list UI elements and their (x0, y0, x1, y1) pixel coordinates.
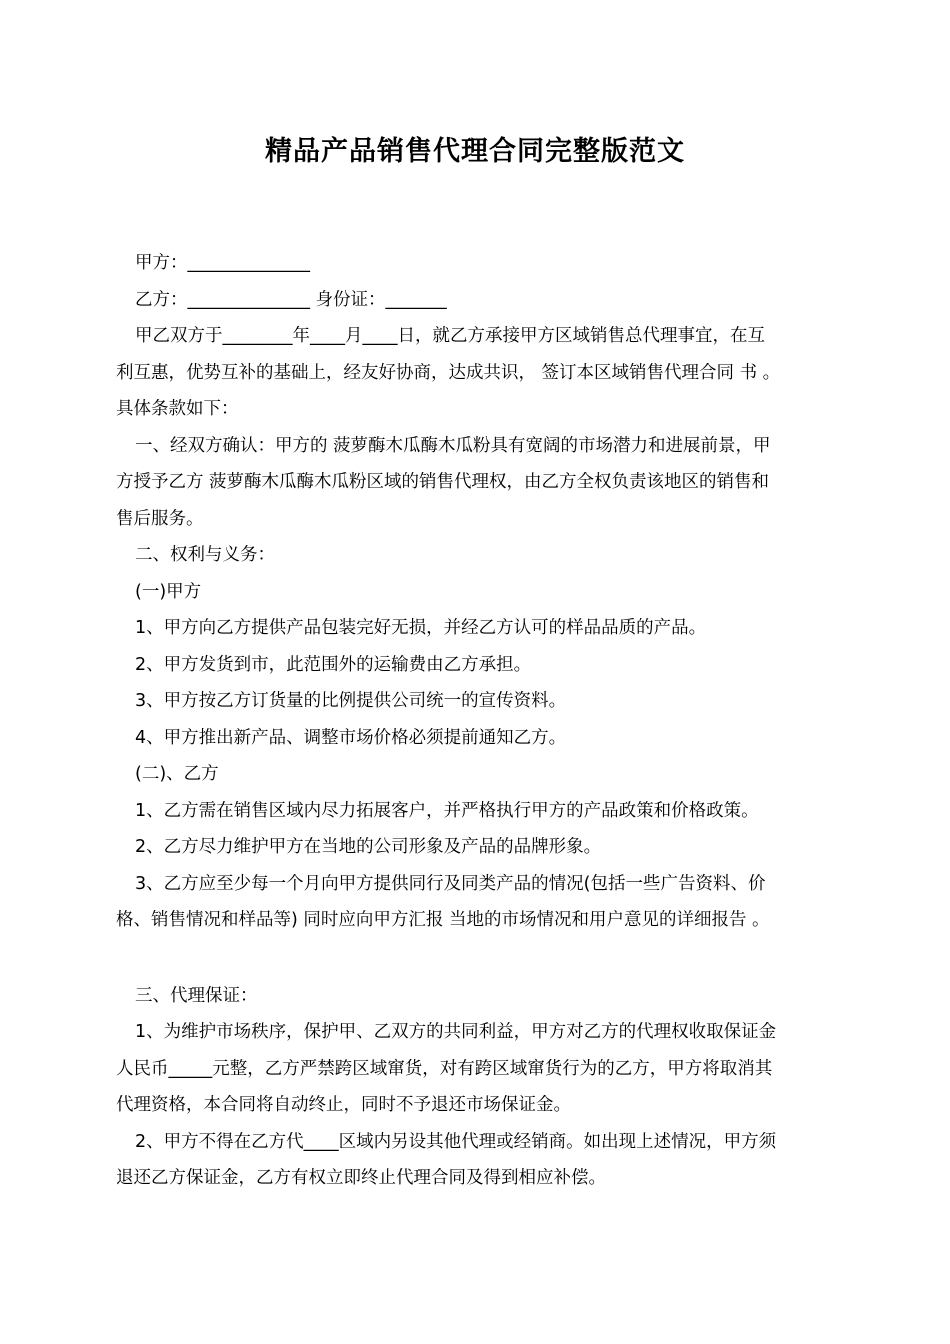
paragraph-line: 利互惠，优势互补的基础上，经友好协商，达成共识， 签订本区域销售代理合同 书 。 (116, 362, 781, 383)
party-b-line: 乙方：______________ 身份证：_______ (135, 289, 447, 310)
clause-heading: 二、权利与义务： (135, 545, 275, 565)
paragraph-line: 格、销售情况和样品等) 同时应向甲方汇报 当地的市场情况和用户意见的详细报告 。 (116, 910, 770, 930)
document-title: 精品产品销售代理合同完整版范文 (265, 136, 685, 167)
list-item: 3、乙方应至少每一个月向甲方提供同行及同类产品的情况(包括一些广告资料、价 (135, 873, 766, 894)
list-item: 2、甲方不得在乙方代____区域内另设其他代理或经销商。如出现上述情况，甲方须 (135, 1131, 777, 1152)
list-item: 2、甲方发货到市，此范围外的运输费由乙方承担。 (135, 654, 532, 675)
sub-heading: (二)、乙方 (135, 764, 219, 784)
list-item: 4、甲方推出新产品、调整市场价格必须提前通知乙方。 (135, 727, 567, 748)
paragraph-line: 具体条款如下： (116, 399, 239, 419)
paragraph-line: 售后服务。 (116, 508, 204, 529)
list-item: 3、甲方按乙方订货量的比例提供公司统一的宣传资料。 (135, 691, 567, 711)
party-a-line: 甲方：______________ (135, 253, 310, 273)
document-body (116, 245, 846, 1197)
list-item: 2、乙方尽力维护甲方在当地的公司形象及产品的品牌形象。 (135, 837, 602, 857)
paragraph-line: 退还乙方保证金，乙方有权立即终止代理合同及得到相应补偿。 (116, 1168, 606, 1188)
paragraph-line: 人民币_____元整，乙方严禁跨区域窜货，对有跨区域窜货行为的乙方，甲方将取消其 (116, 1058, 773, 1079)
sub-heading: (一)甲方 (135, 581, 202, 602)
clause-heading: 一、经双方确认：甲方的 菠萝酶木瓜酶木瓜粉具有宽阔的市场潜力和进展前景，甲 (135, 435, 771, 456)
clause-heading: 三、代理保证： (135, 985, 258, 1006)
paragraph-line: 甲乙双方于________年____月____日，就乙方承接甲方区域销售总代理事宜，在互 (135, 326, 765, 346)
paragraph-line: 方授予乙方 菠萝酶木瓜酶木瓜粉区域的销售代理权，由乙方全权负责该地区的销售和 (116, 472, 770, 492)
list-item: 1、甲方向乙方提供产品包装完好无损，并经乙方认可的样品品质的产品。 (135, 618, 707, 638)
list-item: 1、乙方需在销售区域内尽力拓展客户，并严格执行甲方的产品政策和价格政策。 (135, 800, 759, 821)
blank-line (116, 939, 846, 978)
list-item: 1、为维护市场秩序，保护甲、乙双方的共同利益，甲方对乙方的代理权收取保证金 (135, 1022, 777, 1042)
paragraph-line: 代理资格，本合同将自动终止，同时不予退还市场保证金。 (116, 1095, 571, 1115)
